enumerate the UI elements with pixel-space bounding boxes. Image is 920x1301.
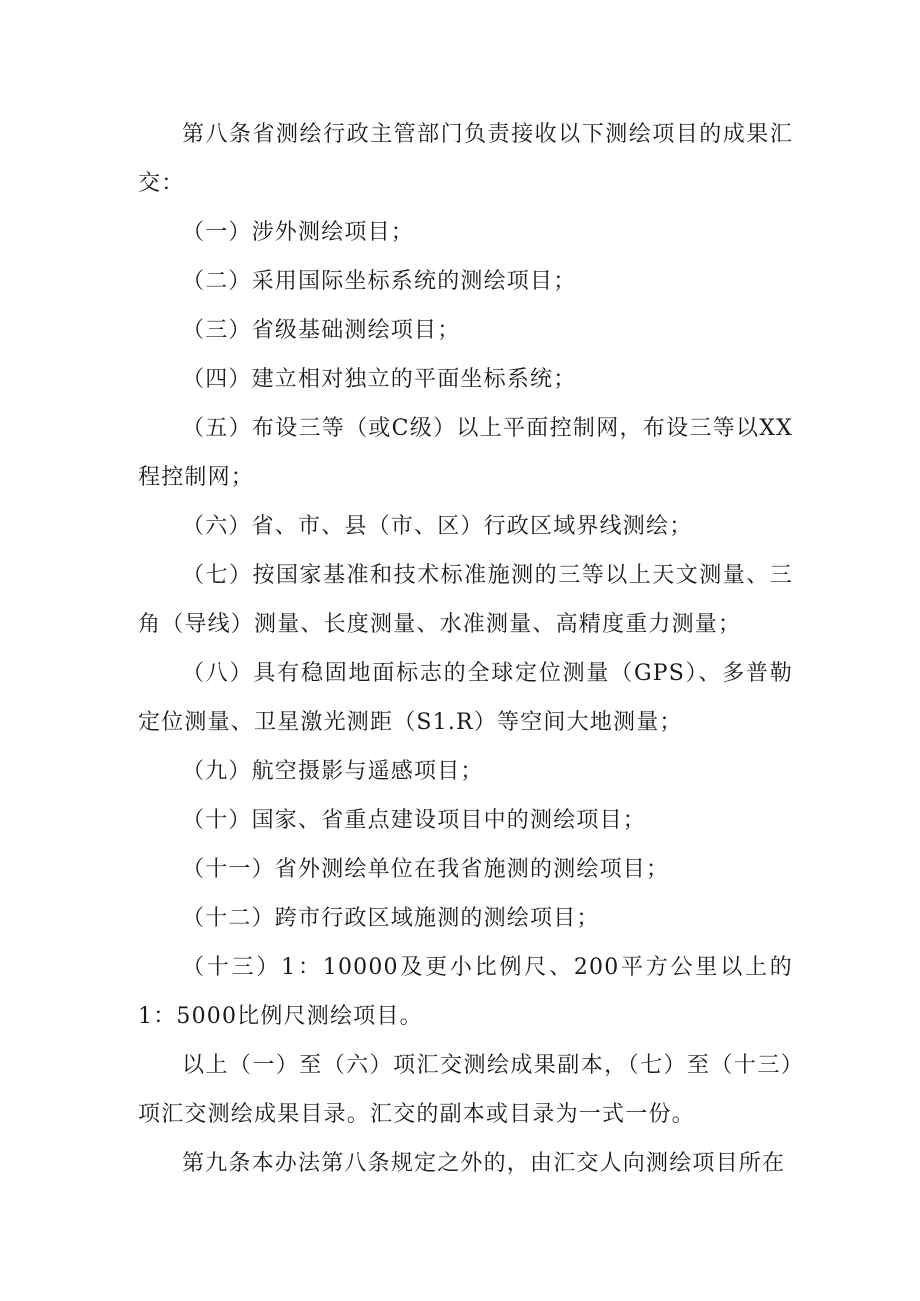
list-item-4: （四）建立相对独立的平面坐标系统； (182, 367, 577, 392)
list-item-11: （十一）省外测绘单位在我省施测的测绘项目； (182, 857, 670, 882)
document-body (138, 110, 793, 1188)
list-item-6: （六）省、市、县（市、区）行政区域界线测绘； (182, 514, 693, 539)
list-item-8: （八）具有稳固地面标志的全球定位测量（GPS）、多普勒定位测量、卫星激光测距（S1.R）等空间大地测量； (138, 661, 793, 735)
list-item-5: （五）布设三等（或C级）以上平面控制网，布设三等以XX程控制网； (138, 416, 793, 490)
list-item-13: （十三）1：10000及更小比例尺、200平方公里以上的1：5000比例尺测绘项目。 (138, 955, 793, 1029)
list-item-3: （三）省级基础测绘项目； (182, 318, 461, 343)
list-item-2: （二）采用国际坐标系统的测绘项目； (182, 269, 577, 294)
list-item-7: （七）按国家基准和技术标准施测的三等以上天文测量、三角（导线）测量、长度测量、水准测量、高精度重力测量； (138, 563, 793, 637)
article-8-heading: 第八条省测绘行政主管部门负责接收以下测绘项目的成果汇交： (138, 122, 793, 196)
submission-note: 以上（一）至（六）项汇交测绘成果副本，（七）至（十三）项汇交测绘成果目录。汇交的副本或目录为一式一份。 (138, 1053, 793, 1127)
list-item-12: （十二）跨市行政区域施测的测绘项目； (182, 906, 600, 931)
list-item-10: （十）国家、省重点建设项目中的测绘项目； (182, 808, 647, 833)
list-item-9: （九）航空摄影与遥感项目； (182, 759, 484, 784)
list-item-1: （一）涉外测绘项目； (182, 220, 415, 245)
article-9-heading: 第九条本办法第八条规定之外的，由汇交人向测绘项目所在 (182, 1151, 786, 1176)
